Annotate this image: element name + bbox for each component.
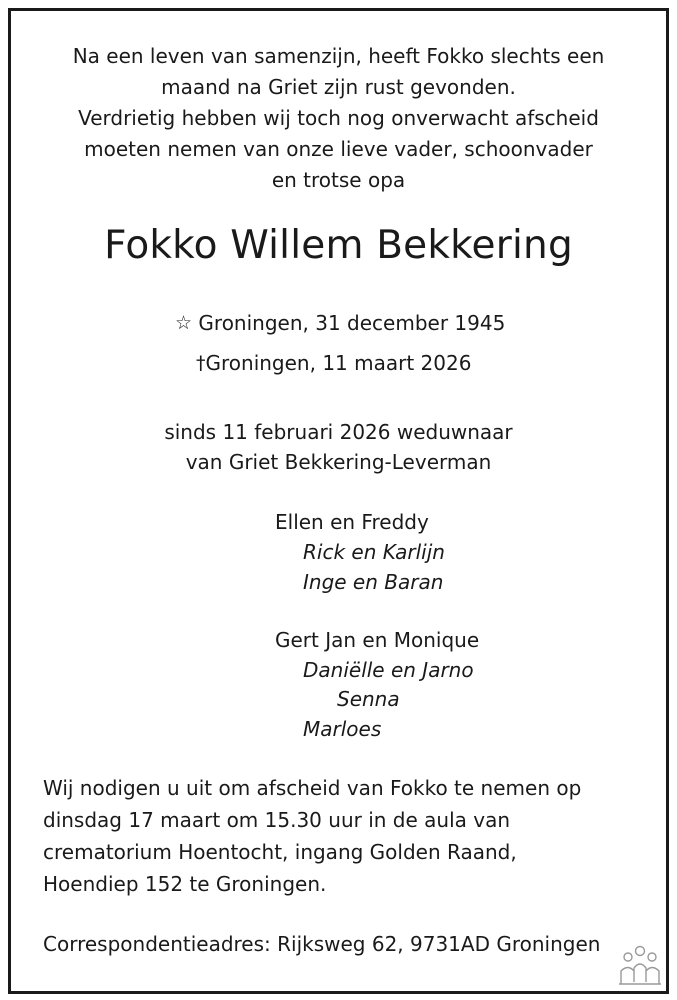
- death-line: [196, 350, 471, 376]
- invitation-line-1: Wij nodigen u uit om afscheid van Fokko te nemen op: [43, 776, 582, 800]
- deceased-name: Fokko Willem Bekkering: [104, 223, 573, 268]
- invitation-line-2: dinsdag 17 maart om 15.30 uur in de aula van: [43, 808, 511, 832]
- widower-line-1: sinds 11 februari 2026 weduwnaar: [164, 420, 513, 444]
- birth-line: [175, 310, 505, 336]
- intro-line-3: Verdrietig hebben wij toch nog onverwacht afscheid: [78, 106, 599, 130]
- intro-line-1: Na een leven van samenzijn, heeft Fokko slechts een: [72, 44, 605, 68]
- family1-child-2: Inge en Baran: [303, 570, 444, 594]
- star-icon: ☆: [175, 312, 193, 334]
- people-group-logo-icon: [616, 944, 664, 986]
- family2-child-1: Daniëlle en Jarno: [303, 658, 474, 682]
- birth-text: Groningen, 31 december 1945: [198, 311, 506, 335]
- widower-line-2: van Griet Bekkering-Leverman: [185, 450, 492, 474]
- invitation-line-4: Hoendiep 152 te Groningen.: [43, 872, 327, 896]
- intro-line-2: maand na Griet zijn rust gevonden.: [161, 75, 516, 99]
- intro-line-5: en trotse opa: [271, 168, 406, 192]
- family2-parents: Gert Jan en Monique: [275, 628, 480, 652]
- death-text: Groningen, 11 maart 2026: [205, 351, 472, 375]
- cross-icon: †: [196, 352, 206, 374]
- family2-grandchild: Senna: [337, 687, 400, 711]
- family2-child-2: Marloes: [303, 717, 382, 741]
- family1-parents: Ellen en Freddy: [275, 510, 429, 534]
- invitation-line-3: crematorium Hoentocht, ingang Golden Raand,: [43, 840, 517, 864]
- family1-child-1: Rick en Karlijn: [303, 540, 445, 564]
- intro-line-4: moeten nemen van onze lieve vader, schoonvader: [84, 137, 593, 161]
- correspondence-address: Correspondentieadres: Rijksweg 62, 9731AD Groningen: [43, 932, 601, 956]
